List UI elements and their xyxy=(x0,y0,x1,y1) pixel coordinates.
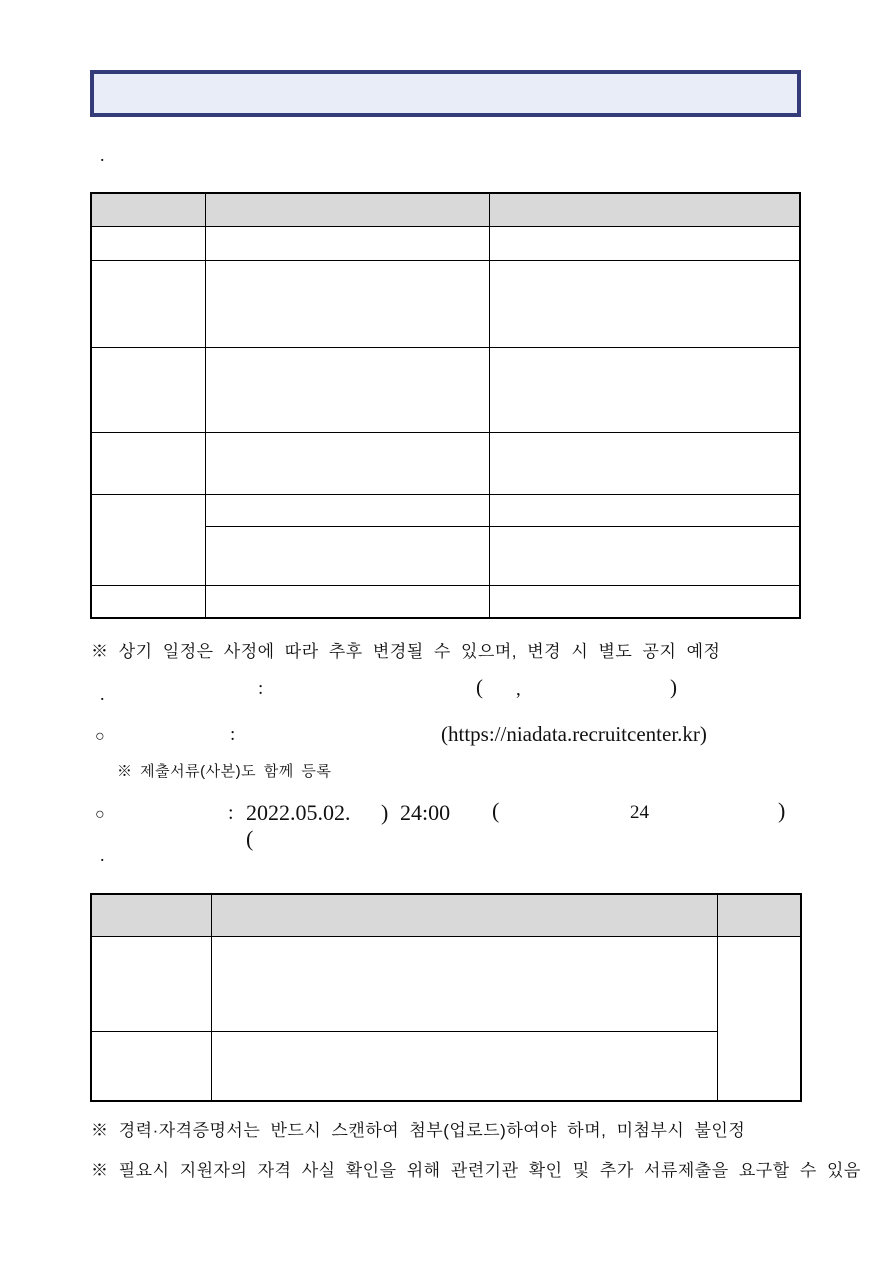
schedule-cell xyxy=(205,432,489,494)
schedule-cell xyxy=(91,260,205,347)
recruit-site-url[interactable]: (https://niadata.recruitcenter.kr) xyxy=(441,722,707,746)
deadline-open-paren: ( xyxy=(492,798,500,823)
method-line-marker: . xyxy=(100,684,105,704)
documents-table xyxy=(90,893,802,1102)
deadline-colon: : xyxy=(228,802,234,824)
deadline-date: 2022.05.02.( xyxy=(246,800,351,851)
deadline-number: 24 xyxy=(630,802,649,823)
documents-cell-merged xyxy=(717,936,801,1101)
schedule-cell xyxy=(91,432,205,494)
schedule-cell xyxy=(205,585,489,618)
schedule-header-cell xyxy=(91,193,205,226)
title-banner xyxy=(90,70,801,117)
schedule-cell xyxy=(489,432,800,494)
schedule-cell xyxy=(489,226,800,260)
documents-cell xyxy=(91,1031,211,1101)
schedule-cell xyxy=(205,260,489,347)
online-subnote: ※ 제출서류(사본)도 함께 등록 xyxy=(117,763,332,780)
schedule-cell xyxy=(91,585,205,618)
schedule-cell xyxy=(91,226,205,260)
method-line-colon: : xyxy=(258,678,264,699)
method-line-open-paren: ( xyxy=(476,675,483,699)
documents-header-cell xyxy=(717,894,801,936)
method-line-close-paren: ) xyxy=(670,675,677,699)
documents-cell xyxy=(211,1031,717,1101)
online-line-colon: : xyxy=(230,724,236,745)
deadline-bullet: ○ xyxy=(95,806,105,823)
schedule-header-cell xyxy=(489,193,800,226)
documents-header-cell xyxy=(211,894,717,936)
method-line-comma: , xyxy=(516,679,521,700)
schedule-table xyxy=(90,192,801,619)
schedule-header-cell xyxy=(205,193,489,226)
schedule-change-note: ※ 상기 일정은 사정에 따라 추후 변경될 수 있으며, 변경 시 별도 공지 예정 xyxy=(91,642,721,661)
schedule-cell xyxy=(205,494,489,526)
schedule-cell xyxy=(91,347,205,432)
schedule-cell xyxy=(489,347,800,432)
deadline-day-close-paren: ) xyxy=(381,800,389,825)
schedule-cell xyxy=(489,585,800,618)
schedule-cell xyxy=(205,226,489,260)
documents-cell xyxy=(211,936,717,1031)
schedule-cell xyxy=(205,347,489,432)
schedule-cell xyxy=(489,526,800,585)
deadline-time: 24:00 xyxy=(400,800,451,825)
attach-requirement-note: ※ 경력·자격증명서는 반드시 스캔하여 첨부(업로드)하여야 하며, 미첨부시 불인정 xyxy=(91,1121,746,1140)
schedule-cell xyxy=(489,494,800,526)
online-line-bullet: ○ xyxy=(95,728,105,745)
schedule-cell-merged xyxy=(91,494,205,585)
documents-cell xyxy=(91,936,211,1031)
schedule-cell xyxy=(489,260,800,347)
schedule-cell xyxy=(205,526,489,585)
verification-note: ※ 필요시 지원자의 자격 사실 확인을 위해 관련기관 확인 및 추가 서류제출을 요구할 수 있음 xyxy=(91,1161,861,1180)
documents-header-cell xyxy=(91,894,211,936)
section-marker-schedule: . xyxy=(100,145,105,165)
section-marker-documents: . xyxy=(100,845,105,865)
deadline-close-paren: ) xyxy=(778,798,786,823)
